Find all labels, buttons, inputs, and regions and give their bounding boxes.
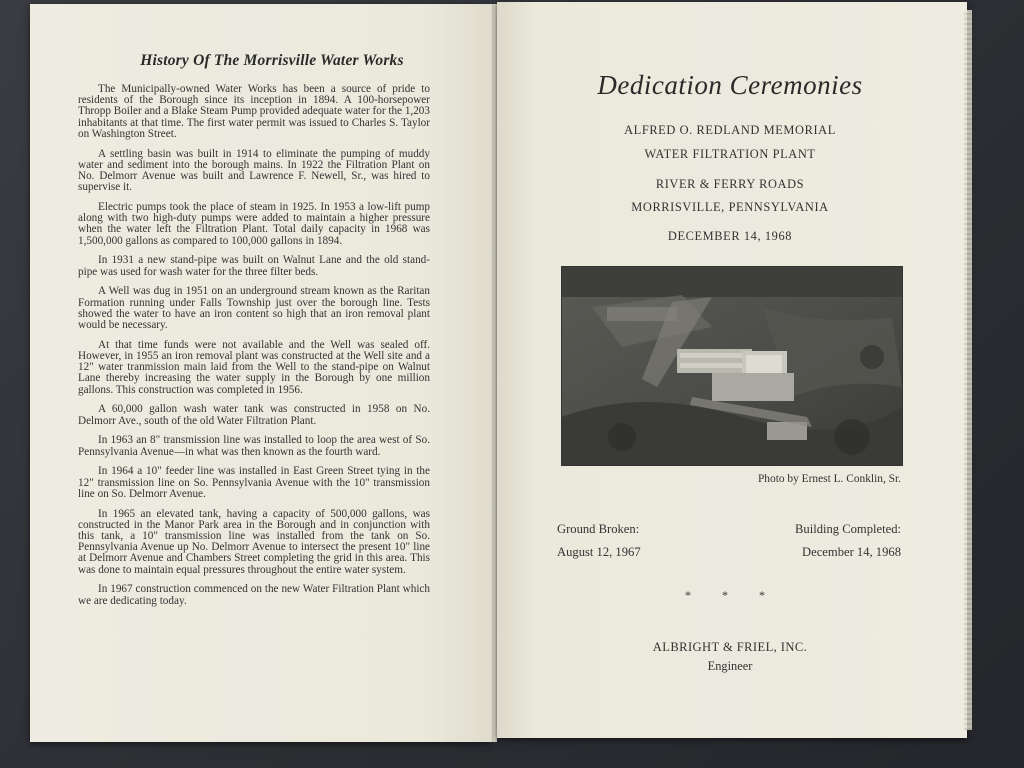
plant-name-line: WATER FILTRATION PLANT	[644, 147, 816, 161]
building-completed-date: December 14, 1968	[802, 545, 901, 559]
memorial-name-line: ALFRED O. REDLAND MEMORIAL	[624, 123, 836, 137]
history-paragraph: At that time funds were not available and the Well was sealed off. However, in 1955 an iron removal plant was constructed at the Well site and a 12" water tranmission main laid from the Well to the stand-pipe on Walnut Lane thereby increasing the water supply in the Borough by one million gallons. This construction was completed in 1956.	[78, 338, 430, 396]
address-city-line: MORRISVILLE, PENNSYLVANIA	[631, 200, 829, 214]
engineer-firm-name: ALBRIGHT & FRIEL, INC.	[652, 640, 808, 654]
address-street-line: RIVER & FERRY ROADS	[655, 177, 805, 191]
history-paragraph: In 1964 a 10" feeder line was installed in East Green Street tying in the 12" transmission line on So. Pennsylvania Avenue with the 10" transmission line on So. Delmorr Avenue.	[78, 465, 430, 500]
dedication-title: Dedication Ceremonies	[597, 70, 863, 100]
ground-broken-date: August 12, 1967	[557, 545, 641, 559]
history-paragraph: The Municipally-owned Water Works has been a source of pride to residents of the Borough since its inception in 1894. A 100-horsepower Thropp Boiler and a Blake Steam Pump provided adequate water for the 1,203 inhabitants at that time. The first water permit was issued to Charles S. Taylor on Washington Street.	[78, 83, 430, 140]
history-paragraph: Electric pumps took the place of steam in 1925. In 1953 a low-lift pump along with two high-duty pumps were added to maintain a higher pressure when the water left the Filtration Plant. Total daily capacity in 1968 was 1,500,000 gallons as compared to 100,000 gallons in 1894.	[78, 201, 430, 247]
history-body	[78, 84, 430, 615]
history-title: History Of The Morrisville Water Works	[140, 52, 404, 69]
history-paragraph: A Well was dug in 1951 on an underground stream known as the Raritan Formation running under Falls Township just over the borough line. Tests showed the water to have an iron content so high that an iron removal plant would be necessary.	[78, 285, 430, 332]
aerial-plant-photo	[561, 266, 903, 466]
history-paragraph: In 1963 an 8" transmission line was installed to loop the area west of So. Pennsylvania Avenue—in what was then known as the fourth ward.	[78, 434, 430, 458]
dedication-date: DECEMBER 14, 1968	[667, 229, 793, 243]
section-separator: * * *	[685, 588, 779, 602]
building-completed-label: Building Completed:	[795, 522, 901, 536]
history-paragraph: In 1967 construction commenced on the new Water Filtration Plant which we are dedicating today.	[78, 583, 430, 607]
right-page-dedication	[497, 2, 967, 738]
deckle-edge	[964, 10, 972, 730]
left-page-history	[30, 4, 492, 742]
history-paragraph: A settling basin was built in 1914 to eliminate the pumping of muddy water and sediment into the borough mains. In 1922 the Filtration Plant on No. Delmorr Avenue was built and Lawrence F. Newell, Sr., was hired to supervise it.	[78, 147, 430, 194]
ground-broken-label: Ground Broken:	[557, 522, 640, 536]
photo-credit: Photo by Ernest L. Conklin, Sr.	[757, 473, 901, 485]
history-paragraph: A 60,000 gallon wash water tank was constructed in 1958 on No. Delmorr Ave., south of the old Water Filtration Plant.	[78, 403, 430, 427]
engineer-role: Engineer	[707, 659, 753, 673]
aerial-photo-image	[562, 267, 902, 465]
history-paragraph: In 1931 a new stand-pipe was built on Walnut Lane and the old stand-pipe was used for wash water for the three filter beds.	[78, 254, 430, 278]
history-paragraph: In 1965 an elevated tank, having a capacity of 500,000 gallons, was constructed in the Manor Park area in the Borough and in conjunction with this tank, a 10" transmission line was installed from the tank on So. Pennsylvania Avenue up No. Delmorr Avenue to intersect the present 10" line at Delmorr Avenue and Chambers Street completing the grid in this area. This was done to maintain equal pressures throughout the entire water system.	[78, 507, 430, 576]
